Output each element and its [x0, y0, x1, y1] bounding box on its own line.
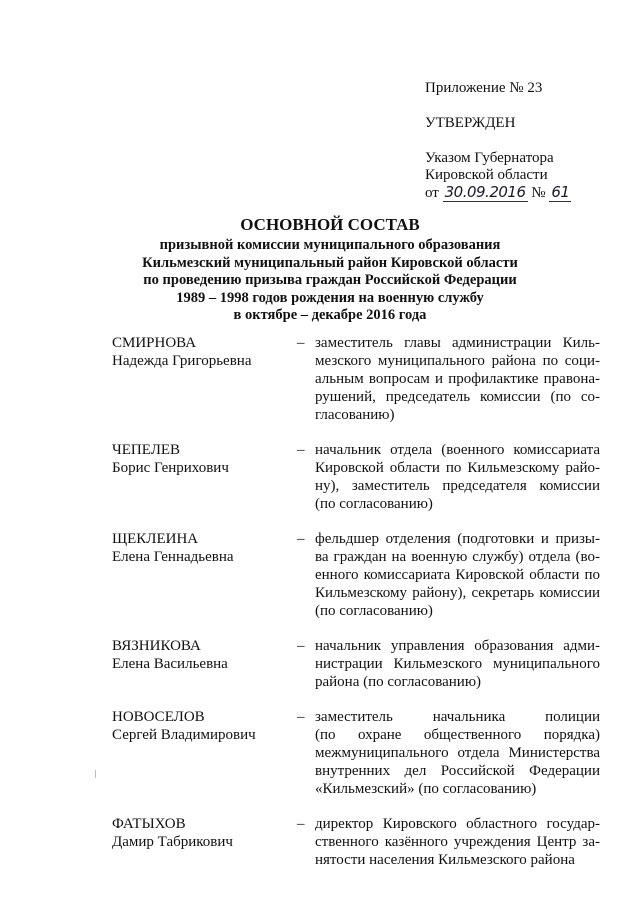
dash-separator: –: [297, 442, 305, 458]
role-line: начальник отдела (военного комиссариата: [315, 442, 600, 458]
scan-speck: [95, 770, 96, 778]
role-line: внутренних дел Российской Федерации: [315, 763, 600, 779]
approval-block: [425, 80, 625, 202]
dash-separator: –: [297, 816, 305, 832]
member-name-block: [112, 637, 297, 691]
role-line: начальник управления образования адми-: [315, 638, 600, 654]
decree-line-1: Указом Губернатора: [425, 150, 554, 166]
member-role: [315, 441, 600, 513]
decree-date-number: [425, 184, 625, 202]
document-title-block: [80, 215, 580, 325]
title-subline: в октябре – декабре 2016 года: [233, 307, 427, 323]
role-line: заместитель начальника полиции: [315, 709, 600, 725]
role-line: ва граждан на военную службу) отдела (во-: [315, 549, 600, 565]
role-line: енного комиссариата Кировской области по: [315, 567, 600, 583]
dash-separator: –: [297, 335, 305, 351]
role-line: альным вопросам и профилактике правона-: [315, 371, 600, 387]
role-line: (по согласованию): [315, 496, 433, 512]
role-line: рушений, председатель комиссии (по со-: [315, 389, 600, 405]
role-line: ну), заместитель председателя комиссии: [315, 478, 600, 494]
member-entry: [112, 708, 600, 798]
member-name-block: [112, 334, 297, 424]
member-role: [315, 637, 600, 691]
appendix-number: Приложение № 23: [425, 80, 543, 96]
dash-separator: –: [297, 638, 305, 654]
handwritten-date: 30.09.2016: [444, 183, 526, 201]
role-line: района (по согласованию): [315, 674, 482, 690]
member-surname: ЩЕКЛЕИНА: [112, 531, 199, 547]
role-line: Кировской области по Кильмезскому райо-: [315, 460, 600, 476]
member-surname: ВЯЗНИКОВА: [112, 638, 201, 654]
member-given-name: Дамир Табрикович: [112, 834, 233, 850]
members-list: [112, 334, 600, 886]
member-entry: [112, 441, 600, 513]
member-surname: НОВОСЕЛОВ: [112, 709, 205, 725]
member-given-name: Елена Васильевна: [112, 656, 228, 672]
role-line: директор Кировского областного государ-: [315, 816, 600, 832]
member-given-name: Елена Геннадьевна: [112, 549, 234, 565]
title-subline: по проведению призыва граждан Российской Федерации: [143, 272, 517, 288]
role-line: Кильмезскому району), секретарь комиссии: [315, 585, 600, 601]
member-name-block: [112, 530, 297, 620]
member-surname: СМИРНОВА: [112, 335, 197, 351]
role-line: нистрации Кильмезского муниципального: [315, 656, 600, 672]
dash-separator: –: [297, 531, 305, 547]
role-line: «Кильмезский» (по согласованию): [315, 781, 537, 797]
member-given-name: Борис Генрихович: [112, 460, 229, 476]
role-line: межмуниципального отдела Министерства: [315, 745, 600, 761]
member-name-block: [112, 708, 297, 798]
role-line: нятости населения Кильмезского района: [315, 852, 575, 868]
member-role: [315, 708, 600, 798]
member-entry: [112, 637, 600, 691]
handwritten-number: 61: [551, 183, 570, 201]
role-line: заместитель главы администрации Киль-: [315, 335, 600, 351]
member-role: [315, 815, 600, 869]
member-surname: ФАТЫХОВ: [112, 816, 186, 832]
title-subline: 1989 – 1998 годов рождения на военную службу: [176, 289, 484, 306]
role-line: фельдшер отделения (подготовки и призы-: [315, 531, 600, 547]
role-line: (по охране общественного порядка): [315, 727, 600, 743]
approved-label: УТВЕРЖДЕН: [425, 115, 516, 131]
role-line: мезского муниципального района по соци-: [315, 353, 600, 369]
member-surname: ЧЕПЕЛЕВ: [112, 442, 181, 458]
member-entry: [112, 530, 600, 620]
member-given-name: Сергей Владимирович: [112, 727, 256, 743]
member-name-block: [112, 815, 297, 869]
role-line: ственного казённого учреждения Центр за-: [315, 834, 600, 850]
title-subline: Кильмезский муниципальный район Кировской области: [142, 254, 518, 271]
dash-separator: –: [297, 709, 305, 725]
member-entry: [112, 815, 600, 869]
role-line: гласованию): [315, 407, 395, 423]
document-title: ОСНОВНОЙ СОСТАВ: [240, 215, 420, 234]
role-line: (по согласованию): [315, 603, 433, 619]
date-prefix: от: [425, 185, 439, 201]
member-entry: [112, 334, 600, 424]
member-given-name: Надежда Григорьевна: [112, 353, 252, 369]
member-name-block: [112, 441, 297, 513]
member-role: [315, 334, 600, 424]
member-role: [315, 530, 600, 620]
decree-line-2: Кировской области: [425, 167, 548, 183]
number-prefix: №: [531, 185, 546, 201]
title-subline: призывной комиссии муниципального образования: [159, 237, 501, 253]
